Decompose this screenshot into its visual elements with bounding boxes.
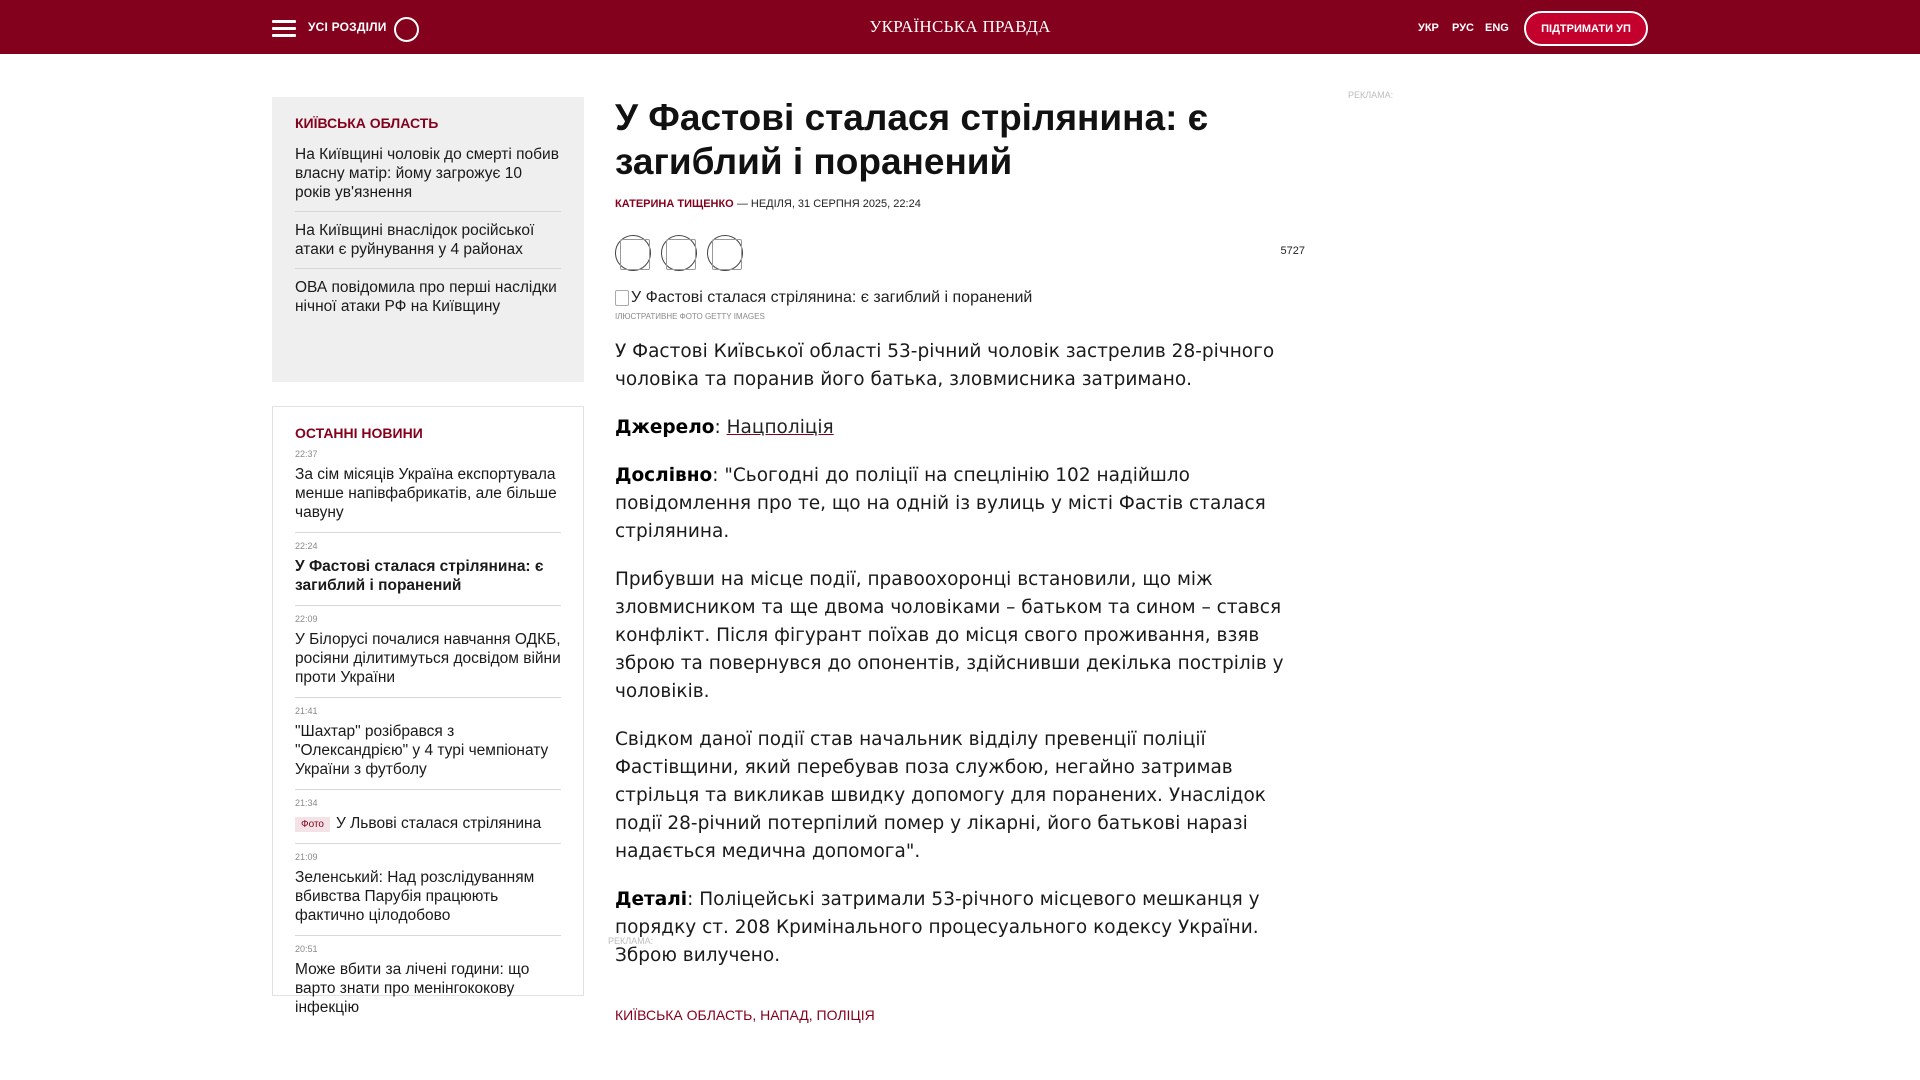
lang-ukr-link[interactable]: УКР	[1418, 22, 1439, 34]
news-title[interactable]: У Білорусі почалися навчання ОДКБ, росіяни ділитимуться досвідом війни проти України	[295, 631, 561, 686]
news-list-item[interactable]	[295, 449, 561, 532]
article-date: НЕДІЛЯ, 31 СЕРПНЯ 2025, 22:24	[750, 198, 921, 210]
news-list-item[interactable]	[295, 789, 561, 843]
article-image-alt: У Фастові сталася стрілянина: є загиблий і поранений	[631, 289, 1033, 306]
article-quote	[615, 462, 1305, 546]
byline-dash: —	[736, 198, 748, 210]
author-link[interactable]: КАТЕРИНА ТИЩЕНКО	[615, 198, 734, 210]
views-count: 5727	[1280, 245, 1305, 257]
article-lead: У Фастові Київської області 53-річний чоловік застрелив 28-річного чоловіка та поранив його батька, зловмисника затримано.	[615, 341, 1275, 390]
tag-separator: ,	[752, 1007, 761, 1023]
region-news-item[interactable]: На Київщині чоловік до смерті побив власну матір: йому загрожує 10 років ув'язнення	[295, 146, 559, 201]
share-twitter-icon[interactable]	[661, 235, 697, 271]
article-image	[615, 289, 1305, 307]
all-sections-link[interactable]: УСІ РОЗДІЛИ	[308, 20, 387, 34]
article	[615, 96, 1305, 1023]
source-separator: :	[714, 417, 727, 438]
article-tags	[615, 1007, 1305, 1023]
news-title[interactable]: У Фастові сталася стрілянина: є загиблий і поранений	[295, 558, 544, 594]
source-label: Джерело	[615, 417, 715, 438]
lang-rus-link[interactable]: РУС	[1452, 22, 1474, 34]
photo-tag-badge: Фото	[295, 817, 330, 832]
article-details	[615, 886, 1305, 970]
tag-link[interactable]: КИЇВСЬКА ОБЛАСТЬ	[615, 1007, 753, 1023]
news-time: 22:09	[295, 614, 318, 624]
article-paragraph: Свідком даної події став начальник відділу превенції поліції Фастівщини, який перебував поза службою, негайно затримав стрільця та викликав швидку допомогу для поранених. Унаслідок події 28-річний потерпілий помер у лікарні, його батькові наразі надається медична допомога".	[615, 729, 1266, 862]
news-time: 22:24	[295, 541, 318, 551]
top-navigation-bar	[0, 0, 1920, 54]
news-title[interactable]: Може вбити за лічені години: що варто знати про менінгококову інфекцію	[295, 961, 530, 1016]
article-byline	[615, 198, 1305, 210]
news-time: 22:37	[295, 449, 318, 459]
tag-link[interactable]: НАПАД	[760, 1007, 809, 1023]
region-news-item[interactable]: ОВА повідомила про перші наслідки нічної атаки РФ на Київщину	[295, 268, 561, 325]
quote-label: Дослівно	[615, 465, 713, 486]
region-news-list	[295, 145, 561, 325]
details-text: : Поліцейські затримали 53-річного місцевого мешканця у порядку ст. 208 Кримінального процесуального кодексу України. Зброю вилучено.	[615, 889, 1260, 966]
article-headline: У Фастові сталася стрілянина: є загиблий і поранений	[615, 97, 1209, 182]
region-news-item[interactable]: На Київщині внаслідок російської атаки є руйнування у 4 районах	[295, 211, 561, 268]
ad-label-sidebar: РЕКЛАМА:	[1348, 90, 1394, 100]
article-paragraph: Прибувши на місце події, правоохоронці встановили, що між зловмисником та ще двома чоловіками – батьком та сином – стався конфлікт. Після фігурант поїхав до місця свого проживання, взяв зброю та повернувся до опонентів, здійснивши декілька пострілів у чоловіків.	[615, 569, 1284, 702]
share-telegram-icon[interactable]	[707, 235, 743, 271]
news-title[interactable]: За сім місяців Україна експортувала менше напівфабрикатів, але більше чавуну	[295, 466, 557, 521]
news-time: 21:34	[295, 798, 318, 808]
news-title-text[interactable]: У Львові сталася стрілянина	[335, 815, 542, 832]
region-block-title[interactable]: КИЇВСЬКА ОБЛАСТЬ	[295, 115, 439, 131]
search-icon[interactable]	[394, 17, 419, 42]
news-list-item-current[interactable]	[295, 532, 561, 605]
source-link[interactable]: Нацполіція	[726, 417, 834, 438]
region-news-block	[272, 97, 584, 382]
menu-icon[interactable]	[272, 20, 296, 37]
lang-eng-link[interactable]: ENG	[1485, 22, 1509, 34]
latest-news-block	[272, 406, 584, 1016]
site-logo[interactable]: УКРАЇНСЬКА ПРАВДА	[869, 17, 1051, 36]
news-list-item[interactable]	[295, 697, 561, 789]
news-list-item[interactable]	[295, 605, 561, 697]
news-title-with-tag[interactable]	[295, 814, 561, 833]
image-credit: ІЛЮСТРАТИВНЕ ФОТО GETTY IMAGES	[615, 312, 765, 321]
news-title[interactable]: Зеленський: Над розслідуванням вбивства Парубія працюють фактично цілодобово	[295, 869, 535, 924]
news-title[interactable]: "Шахтар" розібрався з "Олександрією" у 4 турі чемпіонату України з футболу	[295, 723, 549, 778]
share-facebook-icon[interactable]	[615, 235, 651, 271]
news-time: 21:41	[295, 706, 318, 716]
news-list-item[interactable]	[295, 843, 561, 935]
news-time: 21:09	[295, 852, 318, 862]
details-label: Деталі	[615, 889, 688, 910]
ad-label-bottom: РЕКЛАМА:	[608, 936, 654, 946]
share-row	[615, 235, 1305, 271]
quote-text: : "Сьогодні до поліції на спецлінію 102 надійшло повідомлення про те, що на одній із вулиць у місті Фастів сталася стрілянина.	[615, 465, 1266, 542]
news-time: 20:51	[295, 944, 318, 954]
tag-separator: ,	[808, 1007, 817, 1023]
tag-link[interactable]: ПОЛІЦІЯ	[816, 1007, 875, 1023]
latest-news-title[interactable]: ОСТАННІ НОВИНИ	[295, 425, 423, 441]
latest-news-list	[295, 449, 561, 1027]
support-button[interactable]: ПІДТРИМАТИ УП	[1524, 11, 1648, 46]
broken-image-icon	[615, 290, 629, 306]
article-source	[615, 414, 1305, 442]
news-list-item[interactable]	[295, 935, 561, 1027]
